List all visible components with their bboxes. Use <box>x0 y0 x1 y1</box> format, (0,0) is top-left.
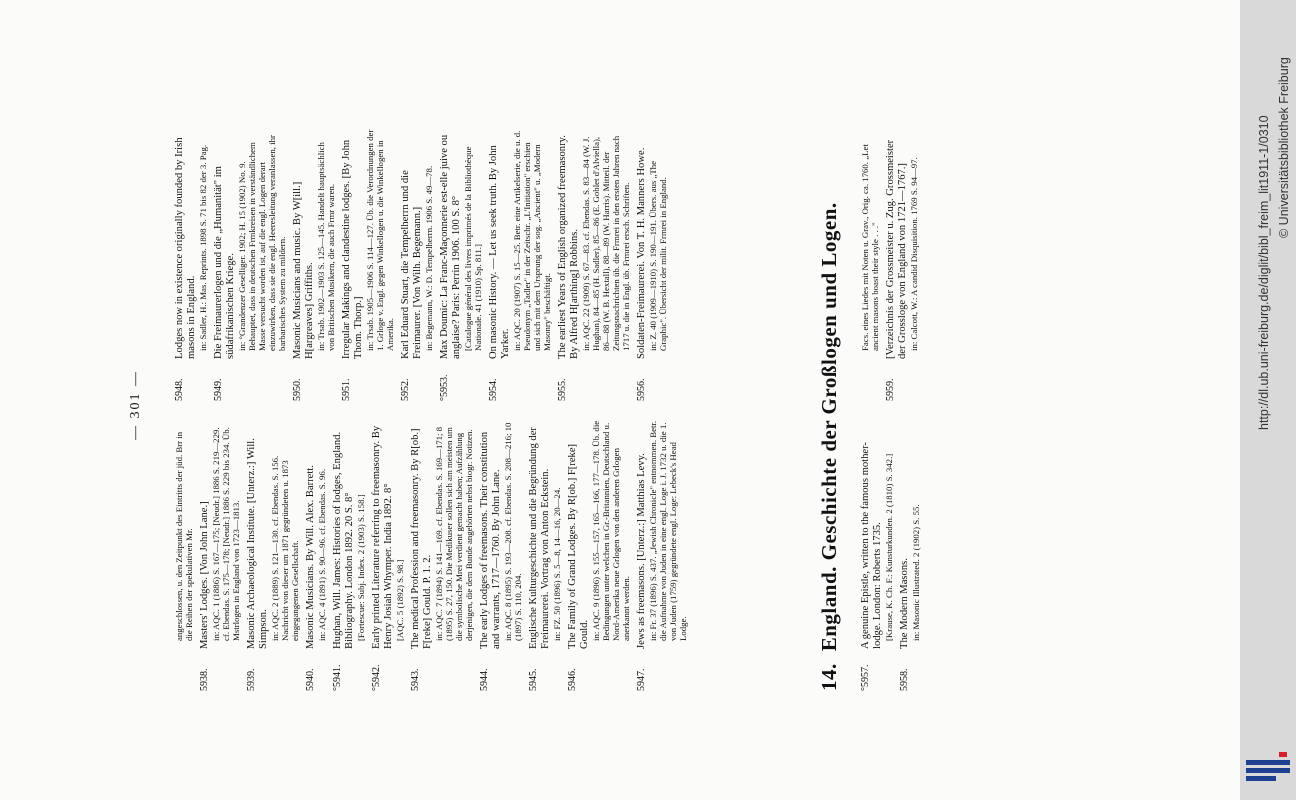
entry-body <box>410 419 474 649</box>
entry-note: in: Sadler, H.: Mas. Reprints. 1898 S. 71 bis 82 der 3. Pag. <box>198 144 208 351</box>
entry-note: [Catalogue général des livres imprimés de la Bibliothèque Nationale. 41 (1910) Sp. 811.] <box>463 146 483 351</box>
entry-body <box>899 419 921 649</box>
entry-note: in: AQC. 7 (1894) S. 141—169. cf. Ebendas. S. 169—171; 8 (1895) S. 27, 150. Die Medikuser sollen sich am meisten um die symbolische Mrei verdient gemacht haben; Aufzählung derjenigen, die dem Bunde angehörten nebst biogr. Notizen. <box>434 426 474 641</box>
entry-title: Karl Eduard Stuart, die Tempelherrn und die Freimaurer. [Von Wilh. Begemann.] <box>400 170 423 359</box>
bibliography-entry <box>488 129 552 401</box>
entry-number: 5959. <box>885 378 896 401</box>
bibliography-entry <box>557 129 631 401</box>
bibliography-entry <box>885 129 919 401</box>
entry-number: 5940. <box>305 668 316 691</box>
section-title: England. Geschichte der Großlogen und Logen. <box>817 202 841 652</box>
entry-body <box>860 419 894 649</box>
entry-number: 5956. <box>636 378 647 401</box>
entry-number <box>860 359 880 401</box>
entry-number: 5951. <box>341 378 352 401</box>
entry-title: Masonic Musicians. By Will. Alex. Barrett. <box>305 465 316 649</box>
bibliography-entry <box>246 419 300 691</box>
bibliography-entry <box>305 419 327 691</box>
entry-body <box>860 129 880 359</box>
section-number: 14. <box>817 663 841 691</box>
bibliography-entry <box>860 129 880 401</box>
entry-title: Max Doumic: La Franc-Maçonnerie est-elle juive ou anglaise? Paris: Perrin 1906. 100 S. 8° <box>439 134 462 359</box>
entry-number: 5943. <box>410 668 421 691</box>
entry-number: 5958. <box>899 668 910 691</box>
bibliography-entry <box>174 419 194 691</box>
entry-title: Masters' Lodges. [Von John Lane.] <box>199 501 210 649</box>
entry-note: angeschlossen, u. den Zeitpunkt des Eintritts der jüd. Brr in die Reihen der spekulativen Mr. <box>174 431 194 641</box>
entry-title: On masonic History. — Let us seek truth. By John Yarker. <box>488 145 511 359</box>
entry-note: in: FZ. 50 (1896) S. 5—8, 14—16, 20—24. <box>552 487 562 641</box>
entry-note: in: AQC. 4 (1891) S. 90—96. cf. Ebendas. S. 96. <box>317 468 327 641</box>
entry-body <box>636 419 688 649</box>
entry-note: in: Trsab. 1902—1903 S. 125—145. Handelt hauptsächlich von Britischen Musikern, die auch Frmr waren. <box>316 142 336 351</box>
entry-title: Lodges now in existence originally founded by Irish masons in England. <box>174 137 197 359</box>
entry-number: 5939. <box>246 668 257 691</box>
entry-title: Englische Kulturgeschichte und die Begründung der Freimaurerei. Vortrag von Anton Eckstein. <box>528 427 551 649</box>
right-column-after-heading <box>860 129 924 401</box>
bibliography-entry <box>528 419 562 691</box>
bibliography-entry <box>636 419 688 691</box>
entry-body <box>199 419 241 649</box>
entry-note: in: Masonic Illustrated. 2 (1902) S. 55. <box>911 504 921 641</box>
entry-body <box>439 129 483 359</box>
entry-body <box>488 129 552 359</box>
right-column <box>174 129 673 401</box>
entry-body <box>371 419 405 649</box>
entry-body <box>885 129 919 359</box>
entry-body <box>528 419 562 649</box>
library-logo-icon <box>1246 746 1290 786</box>
entry-body <box>213 129 287 359</box>
entry-title: The medical Profession and freemasonry. By R[ob.] F[reke] Gould. P. 1. 2. <box>410 428 433 649</box>
entry-note: [AQC. 5 (1892) S. 98.] <box>395 559 405 641</box>
entry-note: in: Calcott, W.: A candid Disquisition. 1769 S. 94—97. <box>909 157 919 351</box>
entry-number: 5952. <box>400 378 411 401</box>
entry-number: 5949. <box>213 378 224 401</box>
entry-body <box>636 129 668 359</box>
source-url[interactable]: http://dl.ub.uni-freiburg.de/diglit/bibl_freim_lit1911-1/0310 <box>1257 115 1271 430</box>
entry-title: Soldaten-Freimaurerei. Von T. H. Manners Howe. <box>636 147 647 359</box>
entry-number: 5938. <box>199 668 210 691</box>
entry-title: A genuine Epistle, written to the famous mother-lodge. London: Roberts 1735. <box>860 442 883 649</box>
bibliography-entry <box>371 419 405 691</box>
entry-number: 5944. <box>479 668 490 691</box>
entry-body <box>305 419 327 649</box>
entry-note: in: Trsab. 1905—1906 S. 114—127. Üb. die Verordnungen der 1. Grloge v. Engl. gegen Winkellogen u. die Winkellogen in Amerika. <box>365 129 395 351</box>
entry-note: in: AQC. 22 (1909) S. 67—83. cf. Ebendas. S. 83—84 (W. J. Hughan), 84—85 (H. Sadler), 85—86 (E. Goblet d'Alviella), 86—88 (W. B. Hextall), 88—89 (W. Harris). Mitteil. der Zeitungsnachrichten üb. die Frmrei in den ersten Jahren nach 1717 u. die in Engl. üb. Frmrei ersch. Schriften. <box>581 135 631 351</box>
bibliography-entry <box>332 419 366 691</box>
entry-title: Jews as freemasons. [Unterz.:] Matthias Levy. <box>636 453 647 649</box>
entry-body <box>332 419 366 649</box>
bibliography-entry <box>292 129 336 401</box>
section-heading <box>816 115 842 691</box>
running-head: — 301 — <box>128 370 143 440</box>
entry-note: in: Fr. 37 (1896) S. 437. „Jewish Chronicle" entnommen. Betr. die Aufnahme von Juden in eine engl. Loge i. J. 1732 u. die 1. von Juden (1759) gegründete engl. Loge: Lebeck's Head Lodge. <box>648 420 688 641</box>
entry-body <box>400 129 434 359</box>
entry-title: The Modern Masons. <box>899 558 910 649</box>
entry-title: Masonic Archaeological Institute. [Unterz.:] Will. Simpson. <box>246 438 269 649</box>
entry-number: 5945. <box>528 668 539 691</box>
entry-note: in: °Grandenzer Geselliger. 1902; H. 15 (1902) No. 9. Behauptet, dass in deutschen Frmkreisen in verständlichem Masse versucht worden ist, auf die engl. Logen derart einzuwirken, dass sie die engl. Heeresleitung veranlassen, ihr barbarisches System zu mildern. <box>237 135 287 351</box>
entry-title: The Family of Grand Lodges. By R[ob.] F[reke] Gould. <box>567 443 590 649</box>
bibliography-entry <box>479 419 523 691</box>
entry-number: 5948. <box>174 378 185 401</box>
entry-body <box>246 419 300 649</box>
entry-body <box>479 419 523 649</box>
entry-title: [Verzeichnis der Grossmeister u. Zug. Grossmeister der Grossloge von England von 1721—1767.] <box>885 139 908 359</box>
entry-body <box>174 129 208 359</box>
entry-number: 5954. <box>488 378 499 401</box>
entry-number: 5946. <box>567 668 578 691</box>
entry-title: Irregular Makings and clandestine lodges. [By John Thom. Thorp.] <box>341 139 364 359</box>
entry-note: in: AQC. 1 (1886) S. 167—175; [Neudr.] 1886 S. 219—229. cf. Ebendas. S. 175—178; [Neudr.] 1886 S. 229 bis 234. Üb. Mstrlogen in England von 1723—1813. <box>211 427 241 641</box>
entry-note: in: AQC. 9 (1896) S. 155—157, 165—166, 177—178. Üb. die Bedingungen unter welchen in Gr.-Britannien, Deutschland u. Nord-Amerika neue Grlogen von den anderen Grlogen anerkannt werden. <box>591 420 631 641</box>
entry-note: [Krause, K. Ch. F.: Kunsturkunden. 2 (1810) S. 342.] <box>884 453 894 641</box>
entry-body <box>292 129 336 359</box>
entry-number: 5947. <box>636 668 647 691</box>
entry-body <box>341 129 395 359</box>
bibliography-entry <box>174 129 208 401</box>
bibliography-entry <box>199 419 241 691</box>
entry-number: °5953. <box>439 374 450 401</box>
entry-number: 5950. <box>292 378 303 401</box>
entry-note: Facs. eines Liedes mit Noten u. Grav., Orig. ca. 1760. „Let ancient masons boast their style . . ." <box>860 144 880 351</box>
bibliography-entry <box>636 129 668 401</box>
left-column-after-heading <box>860 419 926 691</box>
entry-title: Masonic Musicians and music. By W[ill.] H[argreaves] Griffiths. <box>292 181 315 359</box>
entry-number: 5955. <box>557 378 568 401</box>
entry-note: in: Begemann, W.: D. Tempelherrn. 1906 S. 49—78. <box>424 165 434 351</box>
bibliography-entry <box>439 129 483 401</box>
entry-title: The early Lodges of freemasons. Their constitution and warrants, 1717—1760. By John Lane. <box>479 431 502 649</box>
entry-note: [Fortescue: Subj. Index. 2 (1903) S. 158.] <box>356 494 366 641</box>
bibliography-entry <box>213 129 287 401</box>
bibliography-entry <box>400 129 434 401</box>
entry-number <box>174 649 194 691</box>
bibliography-entry <box>567 419 631 691</box>
bibliography-entry <box>860 419 894 691</box>
entry-number: °5941. <box>332 664 343 691</box>
entry-note: in: Z. 40 (1909—1910) S. 190—191. Übers. aus „The Graphic". Übersicht der milit. Frmrei in England. <box>648 160 668 351</box>
entry-body <box>557 129 631 359</box>
entry-note: in: AQC. 8 (1895) S. 193—208. cf. Ebendas. S. 208—216; 10 (1897) S. 110, 204. <box>503 422 523 641</box>
bibliography-entry <box>410 419 474 691</box>
entry-title: Die Freimaurerlogen und die „Humanität" im südafrikanischen Kriege. <box>213 166 236 359</box>
copyright-notice: © Universitätsbibliothek Freiburg <box>1277 57 1291 238</box>
bibliography-entry <box>341 129 395 401</box>
entry-number: °5957. <box>860 664 871 691</box>
entry-note: in: AQC. 2 (1889) S. 121—130. cf. Ebendas. S. 156. Nachricht von dieser um 1871 gegründeten u. 1873 eingegangenen Gesellschaft. <box>270 455 300 641</box>
entry-title: Hughan, Will. James: Histories of lodges, England. Bibliography. London 1892. 20 S. 8° <box>332 431 355 649</box>
bibliography-entry <box>899 419 921 691</box>
entry-note: in: AQC. 20 (1907) S. 15—25. Betr. eine Artikelserie, die u. d. Pseudonym „Tadler" in der Zeitschr. „L'Initiation" erschien und sich mit dem Ursprung der sog. „Ancient" u. „Modern Masonry" beschäftigt. <box>512 130 552 351</box>
entry-title: Early printed Literature referring to freemasonry. By Henry Josiah Whymper. India 1892. 8° <box>371 425 394 649</box>
entry-body <box>567 419 631 649</box>
left-column <box>174 419 693 691</box>
entry-body <box>174 419 194 649</box>
entry-title: The earliest Years of English organized freemasonry. By Alfred H[arthing] Robbins. <box>557 135 580 359</box>
entry-number: °5942. <box>371 664 382 691</box>
rotated-page-content <box>120 115 1080 695</box>
